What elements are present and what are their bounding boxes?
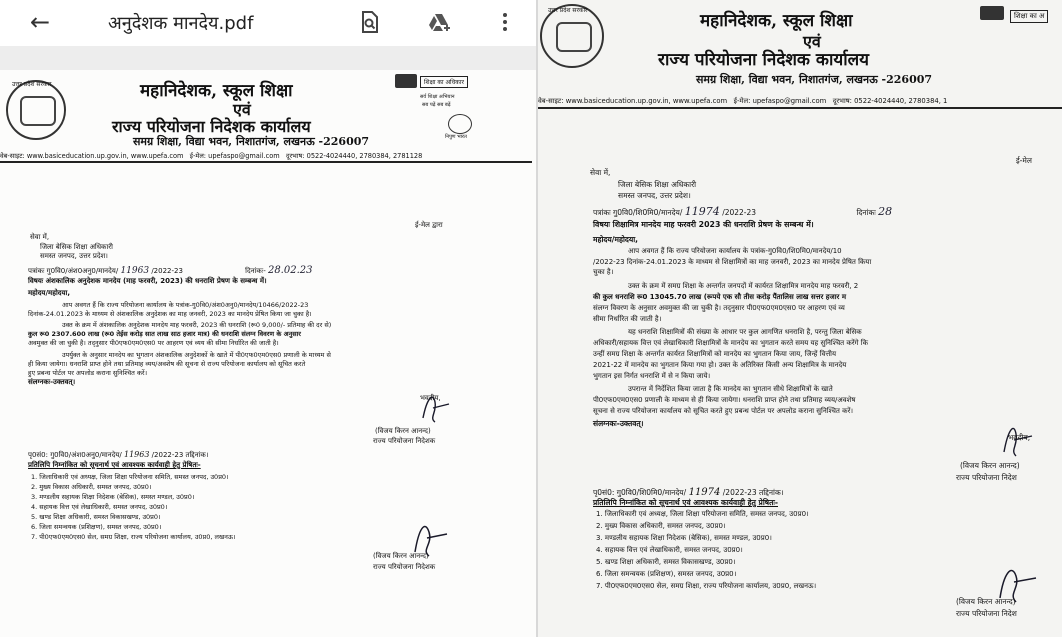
up-govt-emblem — [6, 80, 66, 140]
ref2-rest: /2022-23 तद्दिनांक। — [722, 488, 784, 497]
signatory2-name: (विजय किरन आनन्द) — [373, 552, 429, 560]
viewer-gutter — [0, 46, 536, 70]
copy-item: 7. पी0एफ0एम0एस0 सेल, समग्र शिक्षा, राज्य परियोजना कार्यालय, उ0प्र0, लखनऊ। — [596, 582, 817, 590]
body-line: की कुल धनराशि रू0 13045.70 लाख (रूपये एक सौ तीस करोड़ पैंतालिस लाख सत्तर हजार म — [593, 293, 847, 301]
email-label: ई-मेल: — [733, 97, 751, 105]
body-line: सीमा निर्धारित की जाती है। — [593, 315, 662, 323]
date-label: दिनांकः- — [245, 267, 266, 275]
header-line3: राज्य परियोजना निदेशक कार्यालय — [658, 50, 870, 70]
phone-label: दूरभाष: — [285, 152, 305, 160]
copy-item: 3. मण्डलीय सहायक शिक्षा निदेशक (बेसिक), समस्त मण्डल, उ0प्र0। — [596, 534, 772, 542]
handwritten-date: 28 — [878, 205, 893, 218]
body-line: आप अवगत हैं कि राज्य परियोजना कार्यालय के पत्रांक-गु0वि0/अंश0अनु0/मानदेय/10466/2022-23 — [62, 301, 309, 309]
emblem-text: उत्तर प्रदेश सरकार — [12, 81, 52, 88]
salutation: महोदय/महोदया, — [28, 289, 71, 297]
header-rule — [0, 161, 532, 163]
body-line: सूचना से राज्य परियोजना कार्यालय को सूचित करते हुए प्रबन्ध पोर्टल पर अपलोड कराना सुनिश्चित करें। — [593, 407, 854, 415]
ssa-slogan2: सब पढ़ें सब बढ़ें — [422, 102, 451, 108]
email-label: ई-मेल: — [189, 152, 207, 160]
email-mode: ई-मेल — [1016, 156, 1032, 165]
body-line: संलग्न विवरण के अनुसार अवमुक्त की जा चुकी है। तद्नुसार पी0एफ0एम0एस0 पर आहरण एवं व्य — [593, 304, 845, 312]
ref-year: /2022-23 — [151, 267, 183, 275]
header-line2: एवं — [803, 32, 821, 51]
copy-item: 2. मुख्य विकास अधिकारी, समस्त जनपद, उ0प्र0। — [31, 483, 152, 491]
handwritten-ref-no: 11963 — [120, 266, 150, 276]
copy-item: 3. मण्डलीय सहायक शिक्षा निदेशक (बेसिक), समस्त मण्डल, उ0प्र0। — [31, 493, 195, 501]
ref2-rest: /2022-23 तद्दिनांक। — [151, 451, 209, 459]
to-line2: जिला बेसिक शिक्षा अधिकारी — [40, 243, 113, 251]
enclosure: संलग्नकः-उक्तवत्। — [28, 378, 76, 386]
web-urls: www.basiceducation.up.gov.in, www.upefa.com — [26, 152, 184, 160]
copy-item: 6. जिला समन्वयक (प्रशिक्षण), समस्त जनपद, उ0प्र0। — [31, 523, 162, 531]
copy-item: 5. खण्ड शिक्षा अधिकारी, समस्त विकासखण्ड, उ0प्र0। — [31, 513, 161, 521]
ref2-line — [28, 450, 208, 460]
mascot-icon — [980, 6, 1004, 20]
body-line: हुए प्रबन्ध पोर्टल पर अपलोड कराना सुनिश्चित करें। — [28, 369, 148, 377]
copy-item: 1. जिलाधिकारी एवं अध्यक्ष, जिला शिक्षा परियोजना समिति, समस्त जनपद, उ0प्र0। — [596, 510, 809, 518]
enclosure: संलग्नकः-उक्तवत्। — [593, 419, 644, 428]
nipun-logo — [448, 114, 472, 134]
web-label: वेब-साइट: — [0, 152, 25, 160]
to-line3: समस्त जनपद, उत्तर प्रदेश। — [618, 191, 691, 200]
to-line1: सेवा में, — [590, 168, 611, 177]
body-line: अवमुक्त की जा चुकी है। तद्नुसार पी0एफ0एम0एस0 पर आहरण एवं व्यय की सीमा निर्धारित की जाती है। — [28, 339, 279, 347]
mascot-icon — [395, 74, 417, 88]
to-line2: जिला बेसिक शिक्षा अधिकारी — [618, 180, 697, 189]
search-doc-icon[interactable] — [357, 10, 381, 34]
copy-item: 1. जिलाधिकारी एवं अध्यक्ष, जिला शिक्षा परियोजना समिति, समस्त जनपद, उ0प्र0। — [31, 473, 229, 481]
phone-label: दूरभाष: — [832, 97, 852, 105]
email: upefaspo@gmail.com — [752, 97, 827, 105]
body-line: यह धनराशि शिक्षामित्रों की संख्या के आधार पर कुल आगणित धनराशि है, परन्तु जिला बेसिक — [628, 328, 862, 336]
body-line: आप अवगत हैं कि राज्य परियोजना कार्यालय के पत्रांक-गु0वि0/शि0मि0/मानदेय/10 — [628, 247, 842, 255]
phone: 0522-4024440, 2780384, 1 — [854, 97, 948, 105]
body-line: चुका है। — [593, 268, 614, 276]
body-line: कुल रू0 2307.600 लाख (रू0 तेईस करोड़ सात लाख साठ हजार मात्र) की धनराशि संलग्न विवरण के अनुसार — [28, 330, 301, 338]
nipun-caption: निपुण भारत — [445, 134, 467, 140]
header-line1: महानिदेशक, स्कूल शिक्षा — [700, 11, 853, 31]
header-address: समग्र शिक्षा, विद्या भवन, निशातगंज, लखनऊ -226007 — [696, 73, 933, 86]
header-line3: राज्य परियोजना निदेशक कार्यालय — [112, 117, 311, 136]
ref-line — [593, 205, 892, 218]
viewer-toolbar — [0, 0, 536, 46]
signatory-designation: राज्य परियोजना निदेश — [956, 473, 1017, 482]
header-line2: एवं — [233, 100, 251, 119]
body-line: अधिकारी/सहायक वित्त एवं लेखाधिकारी शिक्षामित्रों के मानदेय का भुगतान करते समय यह सुनिश्चित करेंगे कि — [593, 339, 868, 347]
salutation: महोदय/महोदया, — [593, 235, 639, 244]
header-rule — [538, 107, 1062, 109]
body-line: उक्त के क्रम में समग्र शिक्षा के अन्तर्गत जनपदों में कार्यरत शिक्षामित्र मानदेय माह फरवरी, 2 — [628, 282, 859, 290]
drive-add-icon[interactable] — [428, 10, 452, 34]
header-line1: महानिदेशक, स्कूल शिक्षा — [140, 81, 293, 101]
ref-year: /2022-23 — [722, 208, 757, 217]
body-line: ही किया जायेगा। धनराशि प्राप्त होने तथा प्रतिमाह व्यय/अवशेष की सूचना से राज्य परियोजना कार्यालय को सूचित करते — [28, 360, 306, 368]
copy-item: 5. खण्ड शिक्षा अधिकारी, समस्त विकासखण्ड, उ0प्र0। — [596, 558, 736, 566]
copy-heading: प्रतिलिपि निम्नांकित को सूचनार्थ एवं आवश्यक कार्यवाही हेतु प्रेषितः- — [593, 498, 778, 507]
copy-item: 4. सहायक वित्त एवं लेखाधिकारी, समस्त जनपद, उ0प्र0। — [31, 503, 168, 511]
emblem-text: उत्तर प्रदेश सरकार — [548, 7, 588, 14]
signatory2-designation: राज्य परियोजना निदेशक — [373, 563, 436, 571]
ssa-slogan1: सर्व शिक्षा अभियान — [420, 94, 455, 100]
body-line: उक्त के क्रम में अंशकालिक अनुदेशक मानदेय माह फरवरी, 2023 की धनराशि (रू0 9,000/- प्रतिमाह की दर से) — [62, 321, 332, 329]
body-line: /2022-23 दिनांक-24.01.2023 के माध्यम से शिक्षामित्रों का माह जनवरी, 2023 का मानदेय प्रेषित किया — [593, 258, 872, 266]
copy-item: 4. सहायक वित्त एवं लेखाधिकारी, समस्त जनपद, उ0प्र0। — [596, 546, 743, 554]
copy-item: 6. जिला समन्वयक (प्रशिक्षण), समस्त जनपद, उ0प्र0। — [596, 570, 737, 578]
ref-line — [28, 265, 312, 276]
signatory-name: (विजय किरन आनन्द) — [960, 461, 1020, 470]
email-mode: ई-मेल द्वारा — [415, 221, 443, 229]
ref2-line — [593, 487, 784, 498]
email: upefaspo@gmail.com — [208, 152, 280, 160]
bhavdiya: भवदीय, — [420, 394, 441, 402]
rte-badge: शिक्षा का अ — [1010, 10, 1048, 23]
phone: 0522-4024440, 2780384, 2781128 — [306, 152, 423, 160]
subject: विषयः अंशकालिक अनुदेशक मानदेय (माह फरवरी, 2023) की धनराशि प्रेषण के सम्बन्ध में। — [28, 277, 267, 285]
body-line: उपर्युक्त के अनुसार मानदेय का भुगतान अंशकालिक अनुदेशकों के खाते में पी0एफ0एम0एस0 प्रणाली के माध्यम से — [62, 351, 331, 359]
handwritten-ref2-no: 11963 — [123, 450, 150, 459]
handwritten-date: 28.02.23 — [267, 265, 313, 276]
ref2-label: पृ0सं0: गु0वि0/शि0मि0/मानदेय/ — [593, 488, 687, 497]
scanned-letter-pane — [538, 0, 1062, 637]
signatory-designation: राज्य परियोजना निदेशक — [373, 437, 436, 445]
ref-label: पत्रांकः गु0वि0/अंश0अनु0/मानदेय/ — [28, 267, 119, 275]
handwritten-ref-no: 11974 — [684, 205, 720, 218]
body-line: पी0एफ0एम0एस0 प्रणाली के माध्यम से ही किया जायेगा। धनराशि प्राप्त होने तथा प्रतिमाह व्यय/अवशेष — [593, 396, 856, 404]
contact-line — [0, 151, 422, 160]
copy-item: 7. पी0एफ0एम0एस0 सेल, समग्र शिक्षा, राज्य परियोजना कार्यालय, उ0प्र0, लखनऊ। — [31, 533, 236, 541]
back-arrow-icon[interactable]: ← — [30, 8, 51, 36]
rte-badge: शिक्षा का अधिकार — [420, 76, 468, 88]
body-line: उन्हीं समग्र शिक्षा के अन्तर्गत कार्यरत शिक्षामित्रों को मानदेय का भुगतान किया जाय, जिन्हें वित्तीय — [593, 350, 837, 358]
ref-label: पत्रांकः गु0वि0/शि0मि0/मानदेय/ — [593, 208, 683, 217]
copy-heading: प्रतिलिपि निम्नांकित को सूचनार्थ एवं आवश्यक कार्यवाही हेतु प्रेषितः- — [28, 461, 201, 469]
contact-line — [538, 96, 947, 105]
signatory2-name: (विजय किरन आनन्द) — [956, 597, 1016, 606]
bhavdiya: भवदीय, — [1008, 433, 1031, 442]
handwritten-ref2-no: 11974 — [688, 487, 721, 498]
up-govt-emblem — [540, 4, 604, 68]
pdf-page[interactable] — [0, 70, 536, 637]
body-line: उपरान्त में निर्देशित किया जाता है कि मानदेय का भुगतान सीधे शिक्षामित्रों के खाते — [628, 385, 833, 393]
copy-item: 2. मुख्य विकास अधिकारी, समस्त जनपद, उ0प्र0। — [596, 522, 726, 530]
web-urls: www.basiceducation.up.gov.in, www.upefa.com — [565, 97, 728, 105]
body-line: 2021-22 में मानदेय का भुगतान किया गया हो। उक्त के अतिरिक्त किसी अन्य शिक्षामित्र के मानदेय — [593, 361, 847, 369]
to-line1: सेवा में, — [30, 233, 50, 241]
web-label: वेब-साइट: — [538, 97, 564, 105]
signatory2-designation: राज्य परियोजना निदेश — [956, 609, 1017, 618]
body-line: भुगतान इस निर्गत धनराशि में से न किया जाये। — [593, 372, 711, 380]
header-address: समग्र शिक्षा, विद्या भवन, निशातगंज, लखनऊ -226007 — [133, 135, 370, 148]
to-line3: समस्त जनपद, उत्तर प्रदेश। — [40, 252, 108, 260]
ref2-label: पृ0सं0: गु0वि0/अंश0अनु0/मानदेय/ — [28, 451, 122, 459]
body-line: दिनांक-24.01.2023 के माध्यम से अंशकालिक अनुदेशक का माह जनवरी, 2023 का मानदेय प्रेषित किया जा चुका है। — [28, 310, 312, 318]
subject: विषयः शिक्षामित्र मानदेय माह फरवरी 2023 की धनराशि प्रेषण के सम्बन्ध में। — [593, 220, 814, 229]
date-label: दिनांकः — [856, 208, 876, 217]
file-name: अनुदेशक मानदेय.pdf — [108, 13, 254, 34]
signatory-name: (विजय किरन आनन्द) — [375, 427, 431, 435]
more-vert-icon[interactable] — [493, 10, 517, 34]
